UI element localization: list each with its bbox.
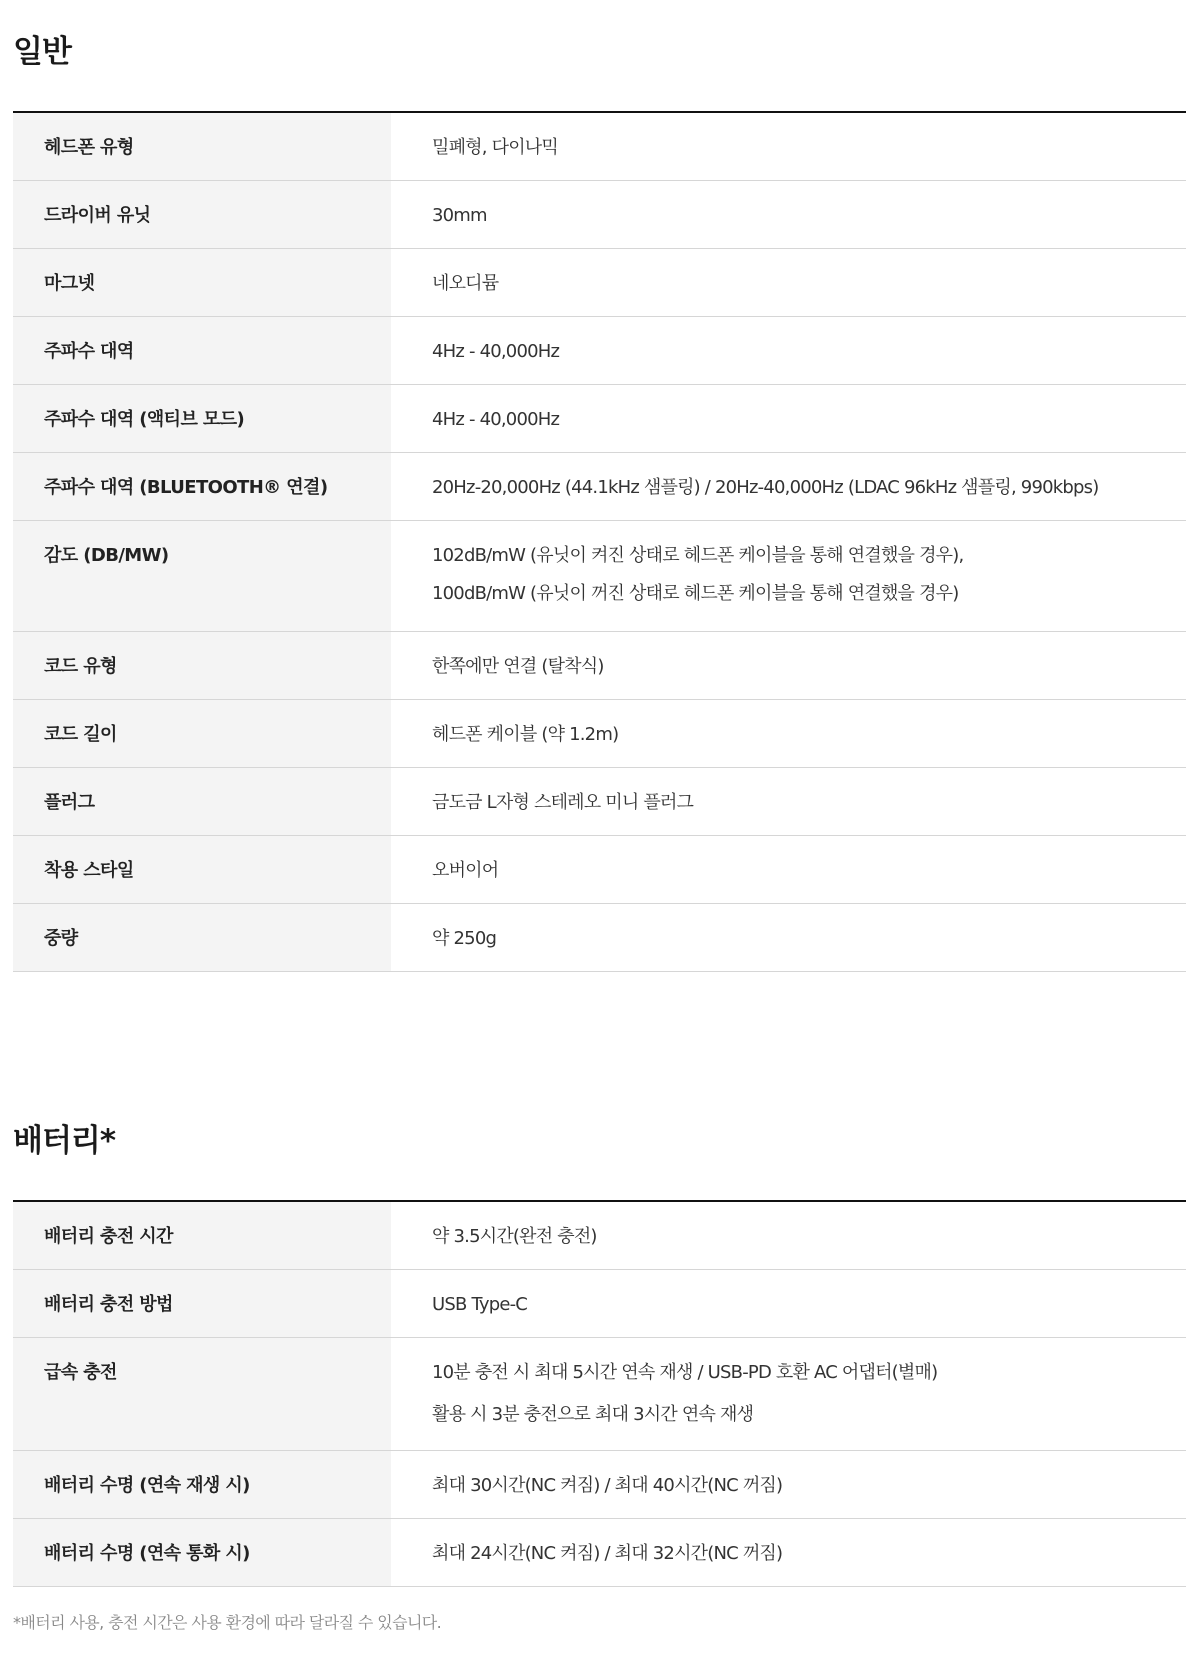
spec-row-frequency-response-active [13,385,1186,453]
battery-footnote: *배터리 사용, 충전 시간은 사용 환경에 따라 달라질 수 있습니다. [13,1613,442,1632]
spec-value-line: 10분 충전 시 최대 5시간 연속 재생 / USB-PD 호환 AC 어댑터(별매) [432,1362,938,1383]
battery-section [13,1116,1186,1587]
spec-row-battery-life-playback [13,1451,1186,1519]
spec-value [391,385,1186,452]
spec-value [391,904,1186,971]
spec-value-line: 약 3.5시간(완전 충전) [432,1226,597,1247]
spec-label: 배터리 수명 (연속 통화 시) [13,1519,391,1586]
spec-row-magnet [13,249,1186,317]
spec-value-line: 4Hz - 40,000Hz [432,341,560,362]
spec-row-headphone-type [13,113,1186,181]
spec-label: 주파수 대역 [13,317,391,384]
spec-value-line: 최대 30시간(NC 켜짐) / 최대 40시간(NC 꺼짐) [432,1475,783,1496]
spec-row-cord-length [13,700,1186,768]
spec-label: 급속 충전 [13,1338,391,1450]
spec-value [391,700,1186,767]
spec-value-line: USB Type-C [432,1294,528,1315]
spec-value [391,632,1186,699]
section-title-battery: 배터리* [13,1123,116,1159]
general-section [13,27,1186,972]
spec-label: 코드 유형 [13,632,391,699]
spec-value-line: 활용 시 3분 충전으로 최대 3시간 연속 재생 [432,1404,754,1425]
spec-label: 코드 길이 [13,700,391,767]
section-title-general: 일반 [13,34,71,70]
spec-value-line: 4Hz - 40,000Hz [432,409,560,430]
spec-label: 배터리 수명 (연속 재생 시) [13,1451,391,1518]
spec-row-battery-charge-time [13,1202,1186,1270]
spec-value [391,249,1186,316]
spec-row-wearing-style [13,836,1186,904]
spec-row-cord-type [13,632,1186,700]
spec-value [391,1202,1186,1269]
spec-label: 마그넷 [13,249,391,316]
spec-value-line: 오버이어 [432,860,499,881]
spec-value [391,453,1186,520]
spec-value-line: 헤드폰 케이블 (약 1.2m) [432,724,619,745]
battery-spec-table [13,1200,1186,1587]
spec-label: 배터리 충전 시간 [13,1202,391,1269]
spec-label: 헤드폰 유형 [13,113,391,180]
spec-label: 배터리 충전 방법 [13,1270,391,1337]
spec-value [391,1519,1186,1586]
spec-value [391,181,1186,248]
spec-label: 주파수 대역 (액티브 모드) [13,385,391,452]
spec-value-line: 약 250g [432,928,497,949]
spec-value [391,1338,1186,1450]
spec-row-frequency-response-bluetooth [13,453,1186,521]
spec-value-line: 100dB/mW (유닛이 꺼진 상태로 헤드폰 케이블을 통해 연결했을 경우) [432,583,959,604]
spec-value-line: 한쪽에만 연결 (탈착식) [432,656,604,677]
general-spec-table [13,111,1186,972]
spec-value-line: 20Hz-20,000Hz (44.1kHz 샘플링) / 20Hz-40,000Hz (LDAC 96kHz 샘플링, 990kbps) [432,477,1099,498]
spec-value [391,1270,1186,1337]
spec-value [391,113,1186,180]
spec-value-line: 금도금 L자형 스테레오 미니 플러그 [432,792,694,813]
spec-row-battery-life-talk [13,1519,1186,1587]
spec-row-frequency-response [13,317,1186,385]
spec-label: 착용 스타일 [13,836,391,903]
spec-label: 주파수 대역 (BLUETOOTH® 연결) [13,453,391,520]
spec-value [391,768,1186,835]
spec-row-weight [13,904,1186,972]
spec-value [391,836,1186,903]
spec-label: 중량 [13,904,391,971]
spec-value [391,1451,1186,1518]
spec-value [391,521,1186,631]
spec-value-line: 네오디뮴 [432,273,499,294]
spec-value-line: 최대 24시간(NC 켜짐) / 최대 32시간(NC 꺼짐) [432,1543,783,1564]
spec-value [391,317,1186,384]
spec-row-driver-unit [13,181,1186,249]
spec-label: 플러그 [13,768,391,835]
spec-label: 드라이버 유닛 [13,181,391,248]
spec-row-quick-charge [13,1338,1186,1451]
spec-value-line: 밀폐형, 다이나믹 [432,137,558,158]
spec-value-line: 102dB/mW (유닛이 켜진 상태로 헤드폰 케이블을 통해 연결했을 경우), [432,545,964,566]
spec-row-sensitivity [13,521,1186,632]
spec-row-battery-charge-method [13,1270,1186,1338]
spec-label: 감도 (DB/MW) [13,521,391,631]
spec-value-line: 30mm [432,205,487,226]
spec-row-plug [13,768,1186,836]
